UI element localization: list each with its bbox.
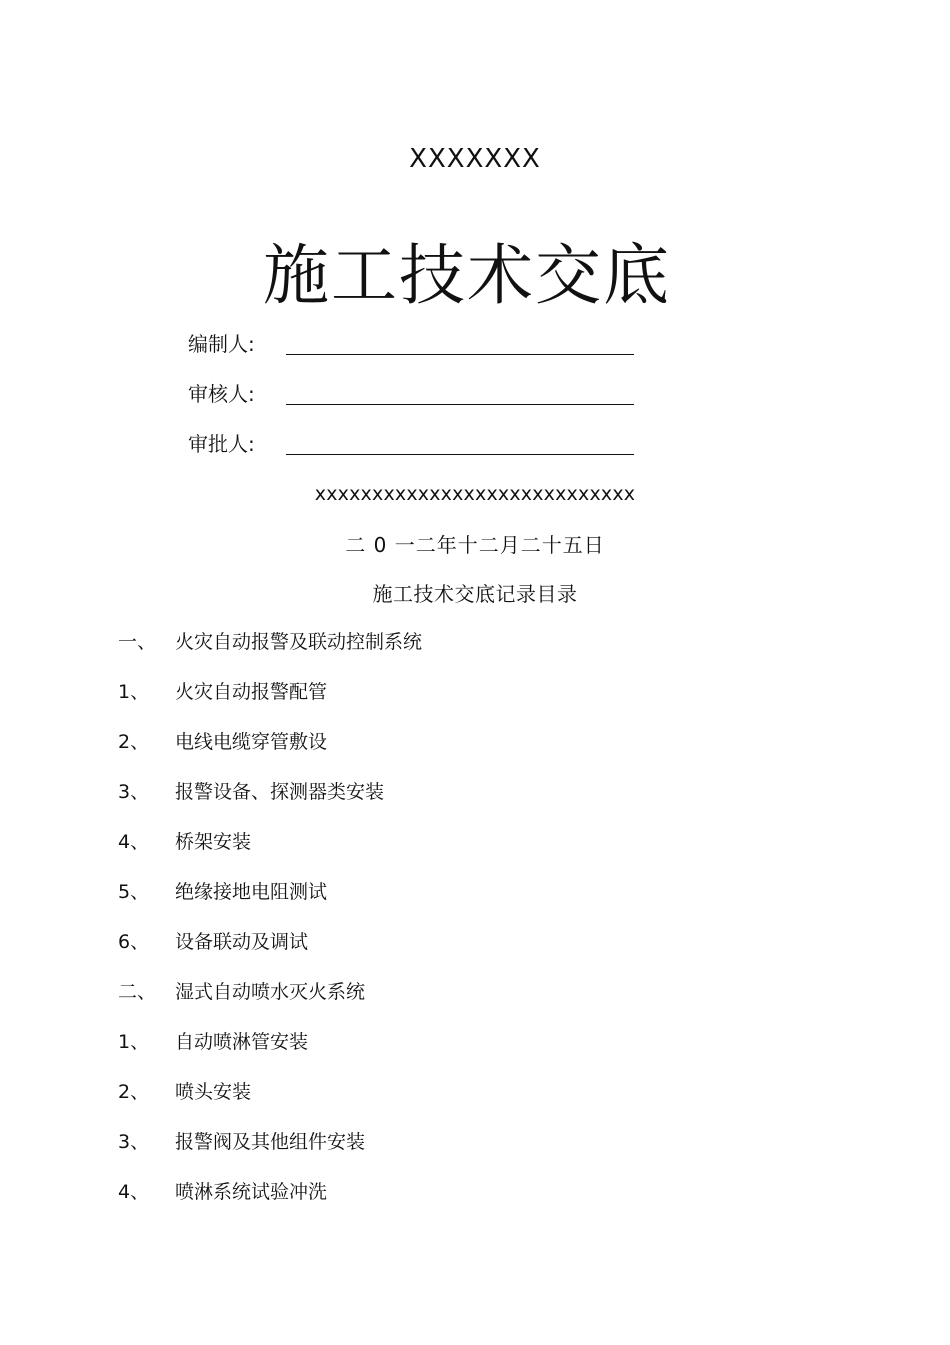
signature-line <box>286 354 634 355</box>
toc-item <box>118 978 818 1008</box>
toc-item <box>118 1028 818 1058</box>
signature-label: 编制人: <box>188 332 255 356</box>
toc-item-number: 2、 <box>118 1081 150 1103</box>
toc-item-number: 1、 <box>118 681 150 703</box>
document-date: 二 0 一二年十二月二十五日 <box>345 533 605 557</box>
toc-item <box>118 878 818 908</box>
toc-item-number: 一、 <box>118 631 157 653</box>
toc-item <box>118 628 818 658</box>
toc-item-text: 喷淋系统试验冲洗 <box>175 1181 328 1203</box>
toc-item-number: 3、 <box>118 781 150 803</box>
toc-item-text: 电线电缆穿管敷设 <box>175 731 328 753</box>
toc-item-text: 自动喷淋管安装 <box>175 1031 309 1053</box>
signature-line <box>286 404 634 405</box>
toc-item-text: 报警设备、探测器类安装 <box>175 781 385 803</box>
signature-line <box>286 454 634 455</box>
toc-item-number: 5、 <box>118 881 150 903</box>
toc-item-text: 绝缘接地电阻测试 <box>175 881 328 903</box>
company-name: xxxxxxxxxxxxxxxxxxxxxxxxxxxx <box>314 483 636 505</box>
signature-label: 审核人: <box>188 382 255 406</box>
toc-item-number: 6、 <box>118 931 150 953</box>
toc-item-number: 2、 <box>118 731 150 753</box>
toc-title: 施工技术交底记录目录 <box>372 582 578 606</box>
toc-item-text: 喷头安装 <box>175 1081 252 1103</box>
toc-item-text: 火灾自动报警配管 <box>175 681 328 703</box>
toc-item-text: 火灾自动报警及联动控制系统 <box>175 631 423 653</box>
project-name: XXXXXXX <box>409 144 541 174</box>
toc-item-number: 4、 <box>118 831 150 853</box>
toc-item-number: 4、 <box>118 1181 150 1203</box>
toc-item <box>118 1178 818 1208</box>
signature-label: 审批人: <box>188 432 255 456</box>
toc-item-text: 报警阀及其他组件安装 <box>175 1131 366 1153</box>
toc-item-text: 湿式自动喷水灭火系统 <box>175 981 366 1003</box>
toc-item-number: 1、 <box>118 1031 150 1053</box>
signature-row-approver <box>188 430 648 462</box>
signature-row-compiler <box>188 330 648 362</box>
toc-item-text: 桥架安装 <box>175 831 252 853</box>
toc-item <box>118 1128 818 1158</box>
toc-item <box>118 828 818 858</box>
toc-item <box>118 778 818 808</box>
toc-item-text: 设备联动及调试 <box>175 931 309 953</box>
toc-item-number: 3、 <box>118 1131 150 1153</box>
toc-item-number: 二、 <box>118 981 157 1003</box>
toc-item <box>118 1078 818 1108</box>
toc-item <box>118 728 818 758</box>
toc-item <box>118 678 818 708</box>
signature-row-reviewer <box>188 380 648 412</box>
page-title: 施工技术交底 <box>263 237 671 314</box>
toc-item <box>118 928 818 958</box>
